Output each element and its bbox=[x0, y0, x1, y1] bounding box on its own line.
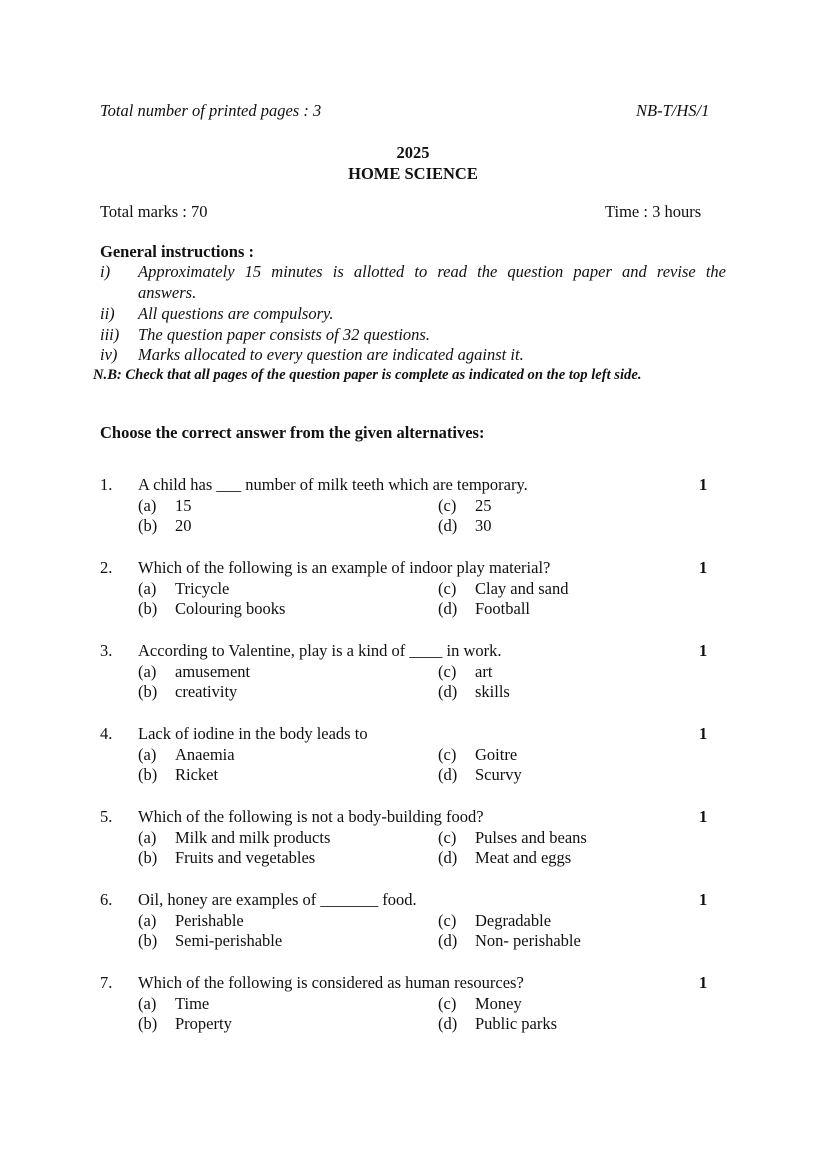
option-b: Property bbox=[175, 1014, 232, 1033]
question-text: Which of the following is considered as human resources? bbox=[138, 973, 524, 992]
option-label-a: (a) bbox=[138, 828, 157, 847]
option-a: Milk and milk products bbox=[175, 828, 331, 847]
question-number: 7. bbox=[100, 973, 113, 992]
option-d: Non- perishable bbox=[475, 931, 581, 950]
option-label-d: (d) bbox=[438, 516, 458, 535]
instruction-text-continued: answers. bbox=[138, 283, 197, 302]
option-a: Anaemia bbox=[175, 745, 235, 764]
option-label-a: (a) bbox=[138, 496, 157, 515]
question-text: Oil, honey are examples of _______ food. bbox=[138, 890, 417, 909]
option-label-d: (d) bbox=[438, 599, 458, 618]
option-label-b: (b) bbox=[138, 682, 158, 701]
option-d: Football bbox=[475, 599, 531, 618]
instruction-text: All questions are compulsory. bbox=[138, 304, 334, 323]
question-marks: 1 bbox=[699, 724, 708, 743]
option-label-c: (c) bbox=[438, 745, 457, 764]
option-c: Clay and sand bbox=[475, 579, 569, 598]
option-label-a: (a) bbox=[138, 994, 157, 1013]
option-label-d: (d) bbox=[438, 765, 458, 784]
exam-year: 2025 bbox=[396, 143, 430, 162]
option-label-c: (c) bbox=[438, 662, 457, 681]
instruction-number: iii) bbox=[100, 325, 120, 344]
exam-time: Time : 3 hours bbox=[605, 202, 702, 221]
option-label-a: (a) bbox=[138, 662, 157, 681]
section-heading: Choose the correct answer from the given alternatives: bbox=[100, 423, 485, 442]
option-label-a: (a) bbox=[138, 745, 157, 764]
question-number: 5. bbox=[100, 807, 113, 826]
option-label-d: (d) bbox=[438, 682, 458, 701]
option-label-b: (b) bbox=[138, 931, 158, 950]
option-label-b: (b) bbox=[138, 599, 158, 618]
instruction-number: iv) bbox=[100, 345, 118, 364]
subject-title: HOME SCIENCE bbox=[348, 164, 478, 183]
total-marks: Total marks : 70 bbox=[100, 202, 208, 221]
question-number: 3. bbox=[100, 641, 113, 660]
question-number: 6. bbox=[100, 890, 113, 909]
option-label-d: (d) bbox=[438, 1014, 458, 1033]
option-c: art bbox=[475, 662, 493, 681]
question-text: According to Valentine, play is a kind of ____ in work. bbox=[138, 641, 502, 660]
nb-note: N.B: Check that all pages of the question paper is complete as indicated on the top left side. bbox=[93, 367, 642, 383]
option-c: Goitre bbox=[475, 745, 518, 764]
instructions-heading: General instructions : bbox=[100, 242, 254, 261]
option-label-b: (b) bbox=[138, 848, 158, 867]
option-a: Time bbox=[175, 994, 210, 1013]
question-text: Lack of iodine in the body leads to bbox=[138, 724, 368, 743]
question-marks: 1 bbox=[699, 807, 708, 826]
option-label-d: (d) bbox=[438, 848, 458, 867]
option-label-b: (b) bbox=[138, 1014, 158, 1033]
option-label-c: (c) bbox=[438, 579, 457, 598]
option-b: creativity bbox=[175, 682, 238, 701]
option-b: Ricket bbox=[175, 765, 219, 784]
question-text: A child has ___ number of milk teeth which are temporary. bbox=[138, 475, 528, 494]
option-b: Colouring books bbox=[175, 599, 286, 618]
instruction-number: i) bbox=[100, 262, 111, 281]
question-marks: 1 bbox=[699, 558, 708, 577]
question-marks: 1 bbox=[699, 475, 708, 494]
option-label-c: (c) bbox=[438, 911, 457, 930]
option-b: 20 bbox=[175, 516, 192, 535]
instruction-text: Marks allocated to every question are indicated against it. bbox=[138, 345, 524, 364]
option-d: Scurvy bbox=[475, 765, 522, 784]
option-c: Pulses and beans bbox=[475, 828, 587, 847]
option-label-b: (b) bbox=[138, 765, 158, 784]
option-a: Tricycle bbox=[175, 579, 230, 598]
option-d: 30 bbox=[475, 516, 492, 535]
option-b: Semi-perishable bbox=[175, 931, 283, 950]
question-text: Which of the following is not a body-building food? bbox=[138, 807, 484, 826]
question-marks: 1 bbox=[699, 973, 708, 992]
option-label-a: (a) bbox=[138, 579, 157, 598]
question-marks: 1 bbox=[699, 890, 708, 909]
paper-code: NB-T/HS/1 bbox=[636, 101, 710, 120]
option-a: 15 bbox=[175, 496, 192, 515]
option-b: Fruits and vegetables bbox=[175, 848, 316, 867]
option-a: amusement bbox=[175, 662, 251, 681]
instruction-text: Approximately 15 minutes is allotted to read the question paper and revise the bbox=[138, 262, 726, 281]
option-label-b: (b) bbox=[138, 516, 158, 535]
option-label-c: (c) bbox=[438, 828, 457, 847]
option-label-d: (d) bbox=[438, 931, 458, 950]
option-d: Public parks bbox=[475, 1014, 558, 1033]
option-c: Money bbox=[475, 994, 522, 1013]
question-number: 1. bbox=[100, 475, 113, 494]
printed-pages-note: Total number of printed pages : 3 bbox=[100, 101, 322, 120]
instruction-number: ii) bbox=[100, 304, 115, 323]
option-c: 25 bbox=[475, 496, 492, 515]
question-number: 2. bbox=[100, 558, 113, 577]
option-label-c: (c) bbox=[438, 496, 457, 515]
question-marks: 1 bbox=[699, 641, 708, 660]
option-label-a: (a) bbox=[138, 911, 157, 930]
instruction-text: The question paper consists of 32 questions. bbox=[138, 325, 430, 344]
option-d: skills bbox=[475, 682, 510, 701]
option-c: Degradable bbox=[475, 911, 552, 930]
question-number: 4. bbox=[100, 724, 113, 743]
question-text: Which of the following is an example of indoor play material? bbox=[138, 558, 551, 577]
option-d: Meat and eggs bbox=[475, 848, 572, 867]
option-label-c: (c) bbox=[438, 994, 457, 1013]
option-a: Perishable bbox=[175, 911, 244, 930]
